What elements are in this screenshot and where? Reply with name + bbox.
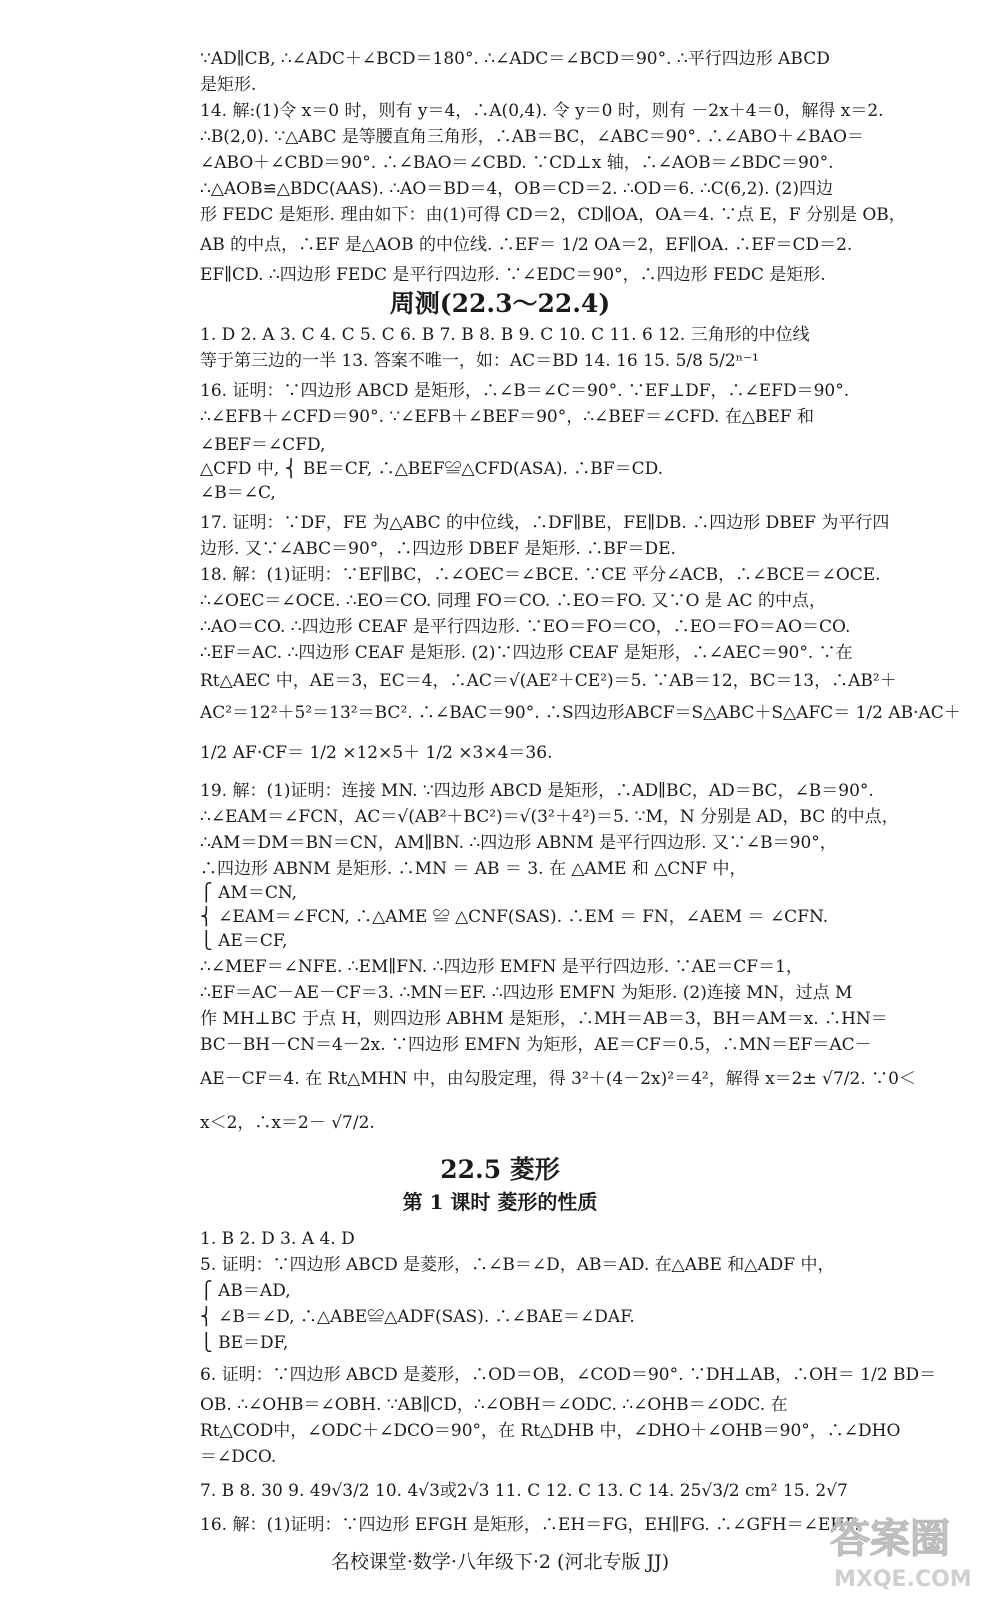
heading-lesson: 第 1 课时 菱形的性质 xyxy=(402,1190,598,1214)
text-line: ∴∠MEF＝∠NFE. ∴EM∥FN. ∴四边形 EMFN 是平行四边形. ∵AE＝CF＝1， xyxy=(200,957,803,977)
text-line: 19. 解：(1)证明：连接 MN. ∵四边形 ABCD 是矩形，∴AD∥BC，AD＝BC，∠B＝90°. xyxy=(200,781,874,801)
text-line: 作 MH⊥BC 于点 H，则四边形 ABHM 是矩形，∴MH＝AB＝3，BH＝AM＝x. ∴HN＝ xyxy=(200,1009,888,1029)
text-line: ∠B＝∠C, xyxy=(200,483,276,503)
text-line: ⎧ AM＝CN, xyxy=(200,883,298,903)
text-line: 14. 解:(1)令 x＝0 时，则有 y＝4，∴A(0,4). 令 y＝0 时，则有 －2x＋4＝0，解得 x＝2. xyxy=(200,101,884,121)
text-line: ∴∠EAM＝∠FCN，AC＝√(AB²＋BC²)＝√(3²＋4²)＝5. ∵M，N 分别是 AD，BC 的中点， xyxy=(200,807,899,827)
text-line: ⎩ BE＝DF, xyxy=(200,1333,289,1353)
text-line: ∴EF＝AC－AE－CF＝3. ∴MN＝EF. ∴四边形 EMFN 为矩形. (2)连接 MN，过点 M xyxy=(200,983,853,1003)
text-line: ∴∠OEC＝∠OCE. ∴EO＝CO. 同理 FO＝CO. ∴EO＝FO. 又∵O 是 AC 的中点， xyxy=(200,591,826,611)
text-line: 7. B 8. 30 9. 49√3/2 10. 4√3或2√3 11. C 12. C 13. C 14. 25√3/2 cm² 15. 2√7 xyxy=(200,1481,848,1501)
text-line: Rt△AEC 中，AE＝3，EC＝4，∴AC＝√(AE²＋CE²)＝5. ∵AB＝12，BC＝13，∴AB²＋ xyxy=(200,671,897,691)
text-line: 边形. 又∵∠ABC＝90°，∴四边形 DBEF 是矩形. ∴BF＝DE. xyxy=(200,539,676,559)
text-line: ∴B(2,0). ∵△ABC 是等腰直角三角形，∴AB＝BC，∠ABC＝90°. ∴∠ABO＋∠BAO＝ xyxy=(200,127,864,147)
text-line: ∴△AOB≌△BDC(AAS). ∴AO＝BD＝4，OB＝CD＝2. ∴OD＝6. ∴C(6,2). (2)四边 xyxy=(200,179,833,199)
text-line: 17. 证明：∵DF，FE 为△ABC 的中位线，∴DF∥BE，FE∥DB. ∴四边形 DBEF 为平行四 xyxy=(200,513,890,533)
text-line: ⎨ ∠EAM＝∠FCN, ∴△AME ≌ △CNF(SAS). ∴EM ＝ FN，∠AEM ＝ ∠CFN. xyxy=(200,907,829,927)
text-line: ⎧ AB＝AD, xyxy=(200,1281,291,1301)
svg-text:MXQE.COM: MXQE.COM xyxy=(834,1567,972,1592)
heading-section: 22.5 菱形 xyxy=(440,1155,560,1184)
text-line: ∠BEF＝∠CFD, xyxy=(200,435,326,455)
heading-weekly-test: 周测(22.3～22.4) xyxy=(389,289,611,318)
text-line: ∵AD∥CB, ∴∠ADC＋∠BCD＝180°. ∴∠ADC＝∠BCD＝90°. ∴平行四边形 ABCD xyxy=(200,49,830,69)
svg-text:答案圈: 答案圈 xyxy=(830,1516,950,1562)
text-line: ＝∠DCO. xyxy=(200,1447,277,1467)
text-line: ∴AO＝CO. ∴四边形 CEAF 是平行四边形. ∵EO＝FO＝CO，∴EO＝FO＝AO＝CO. xyxy=(200,617,851,637)
text-line: 1/2 AF·CF＝ 1/2 ×12×5＋ 1/2 ×3×4＝36. xyxy=(200,743,553,763)
text-line: 是矩形. xyxy=(200,75,257,95)
text-line: AC²＝12²＋5²＝13²＝BC². ∴∠BAC＝90°. ∴S四边形ABCF＝S△ABC＋S△AFC＝ 1/2 AB·AC＋ xyxy=(200,703,961,723)
text-line: AE－CF＝4. 在 Rt△MHN 中，由勾股定理，得 3²＋(4－2x)²＝4²，解得 x＝2± √7/2. ∵0＜ xyxy=(200,1069,916,1089)
text-line: 5. 证明：∵四边形 ABCD 是菱形，∴∠B＝∠D，AB＝AD. 在△ABE 和△ADF 中， xyxy=(200,1255,835,1275)
text-line: OB. ∴∠OHB＝∠OBH. ∵AB∥CD，∴∠OBH＝∠ODC. ∴∠OHB＝∠ODC. 在 xyxy=(200,1395,788,1415)
page-footer: 名校课堂·数学·八年级下·2 (河北专版 JJ) xyxy=(330,1551,670,1573)
text-line: AB 的中点，∴EF 是△AOB 的中位线. ∴EF＝ 1/2 OA＝2，EF∥OA. ∴EF＝CD＝2. xyxy=(200,235,853,255)
watermark-logo xyxy=(820,1500,990,1594)
text-line: 1. D 2. A 3. C 4. C 5. C 6. B 7. B 8. B 9. C 10. C 11. 6 12. 三角形的中位线 xyxy=(200,325,810,345)
text-line: 6. 证明：∵四边形 ABCD 是菱形，∴OD＝OB，∠COD＝90°. ∵DH⊥AB，∴OH＝ 1/2 BD＝ xyxy=(200,1365,937,1385)
text-line: ∴AM＝DM＝BN＝CN，AM∥BN. ∴四边形 ABNM 是平行四边形. 又∵∠B＝90°， xyxy=(200,833,837,853)
text-line: 18. 解：(1)证明：∵EF∥BC，∴∠OEC＝∠BCE. ∵CE 平分∠ACB，∴∠BCE＝∠OCE. xyxy=(200,565,881,585)
text-line: 形 FEDC 是矩形. 理由如下：由(1)可得 CD＝2，CD∥OA，OA＝4. ∵点 E，F 分别是 OB， xyxy=(200,205,906,225)
text-line: ∴四边形 ABNM 是矩形. ∴MN ＝ AB ＝ 3. 在 △AME 和 △CNF 中， xyxy=(200,859,747,879)
text-line: x＜2，∴x＝2－ √7/2. xyxy=(200,1113,375,1133)
text-line: ∴∠EFB＋∠CFD＝90°. ∵∠EFB＋∠BEF＝90°，∴∠BEF＝∠CFD. 在△BEF 和 xyxy=(200,407,815,427)
text-line: 16. 解：(1)证明：∵四边形 EFGH 是矩形，∴EH＝FG，EH∥FG. ∴∠GFH＝∠EHF. xyxy=(200,1515,860,1535)
text-line: 等于第三边的一半 13. 答案不唯一，如：AC＝BD 14. 16 15. 5/8 5/2ⁿ⁻¹ xyxy=(200,351,759,371)
text-line: 16. 证明：∵四边形 ABCD 是矩形，∴∠B＝∠C＝90°. ∵EF⊥DF，∴∠EFD＝90°. xyxy=(200,381,850,401)
text-line: ⎨ ∠B＝∠D, ∴△ABE≌△ADF(SAS). ∴∠BAE＝∠DAF. xyxy=(200,1307,635,1327)
text-line: △CFD 中, ⎨ BE＝CF, ∴△BEF≌△CFD(ASA). ∴BF＝CD. xyxy=(200,459,664,479)
text-line: ∴EF＝AC. ∴四边形 CEAF 是矩形. (2)∵四边形 CEAF 是矩形，∴∠AEC＝90°. ∵在 xyxy=(200,643,853,663)
text-line: ∠ABO＋∠CBD＝90°. ∴∠BAO＝∠CBD. ∵CD⊥x 轴，∴∠AOB＝∠BDC＝90°. xyxy=(200,153,834,173)
text-line: Rt△COD中，∠ODC＋∠DCO＝90°，在 Rt△DHB 中，∠DHO＋∠OHB＝90°，∴∠DHO xyxy=(200,1421,901,1441)
text-line: EF∥CD. ∴四边形 FEDC 是平行四边形. ∵∠EDC＝90°，∴四边形 FEDC 是矩形. xyxy=(200,265,826,285)
text-line: 1. B 2. D 3. A 4. D xyxy=(200,1229,355,1249)
text-line: ⎩ AE＝CF, xyxy=(200,931,288,951)
text-line: BC－BH－CN＝4－2x. ∵四边形 EMFN 为矩形，AE＝CF＝0.5，∴MN＝EF＝AC－ xyxy=(200,1035,872,1055)
